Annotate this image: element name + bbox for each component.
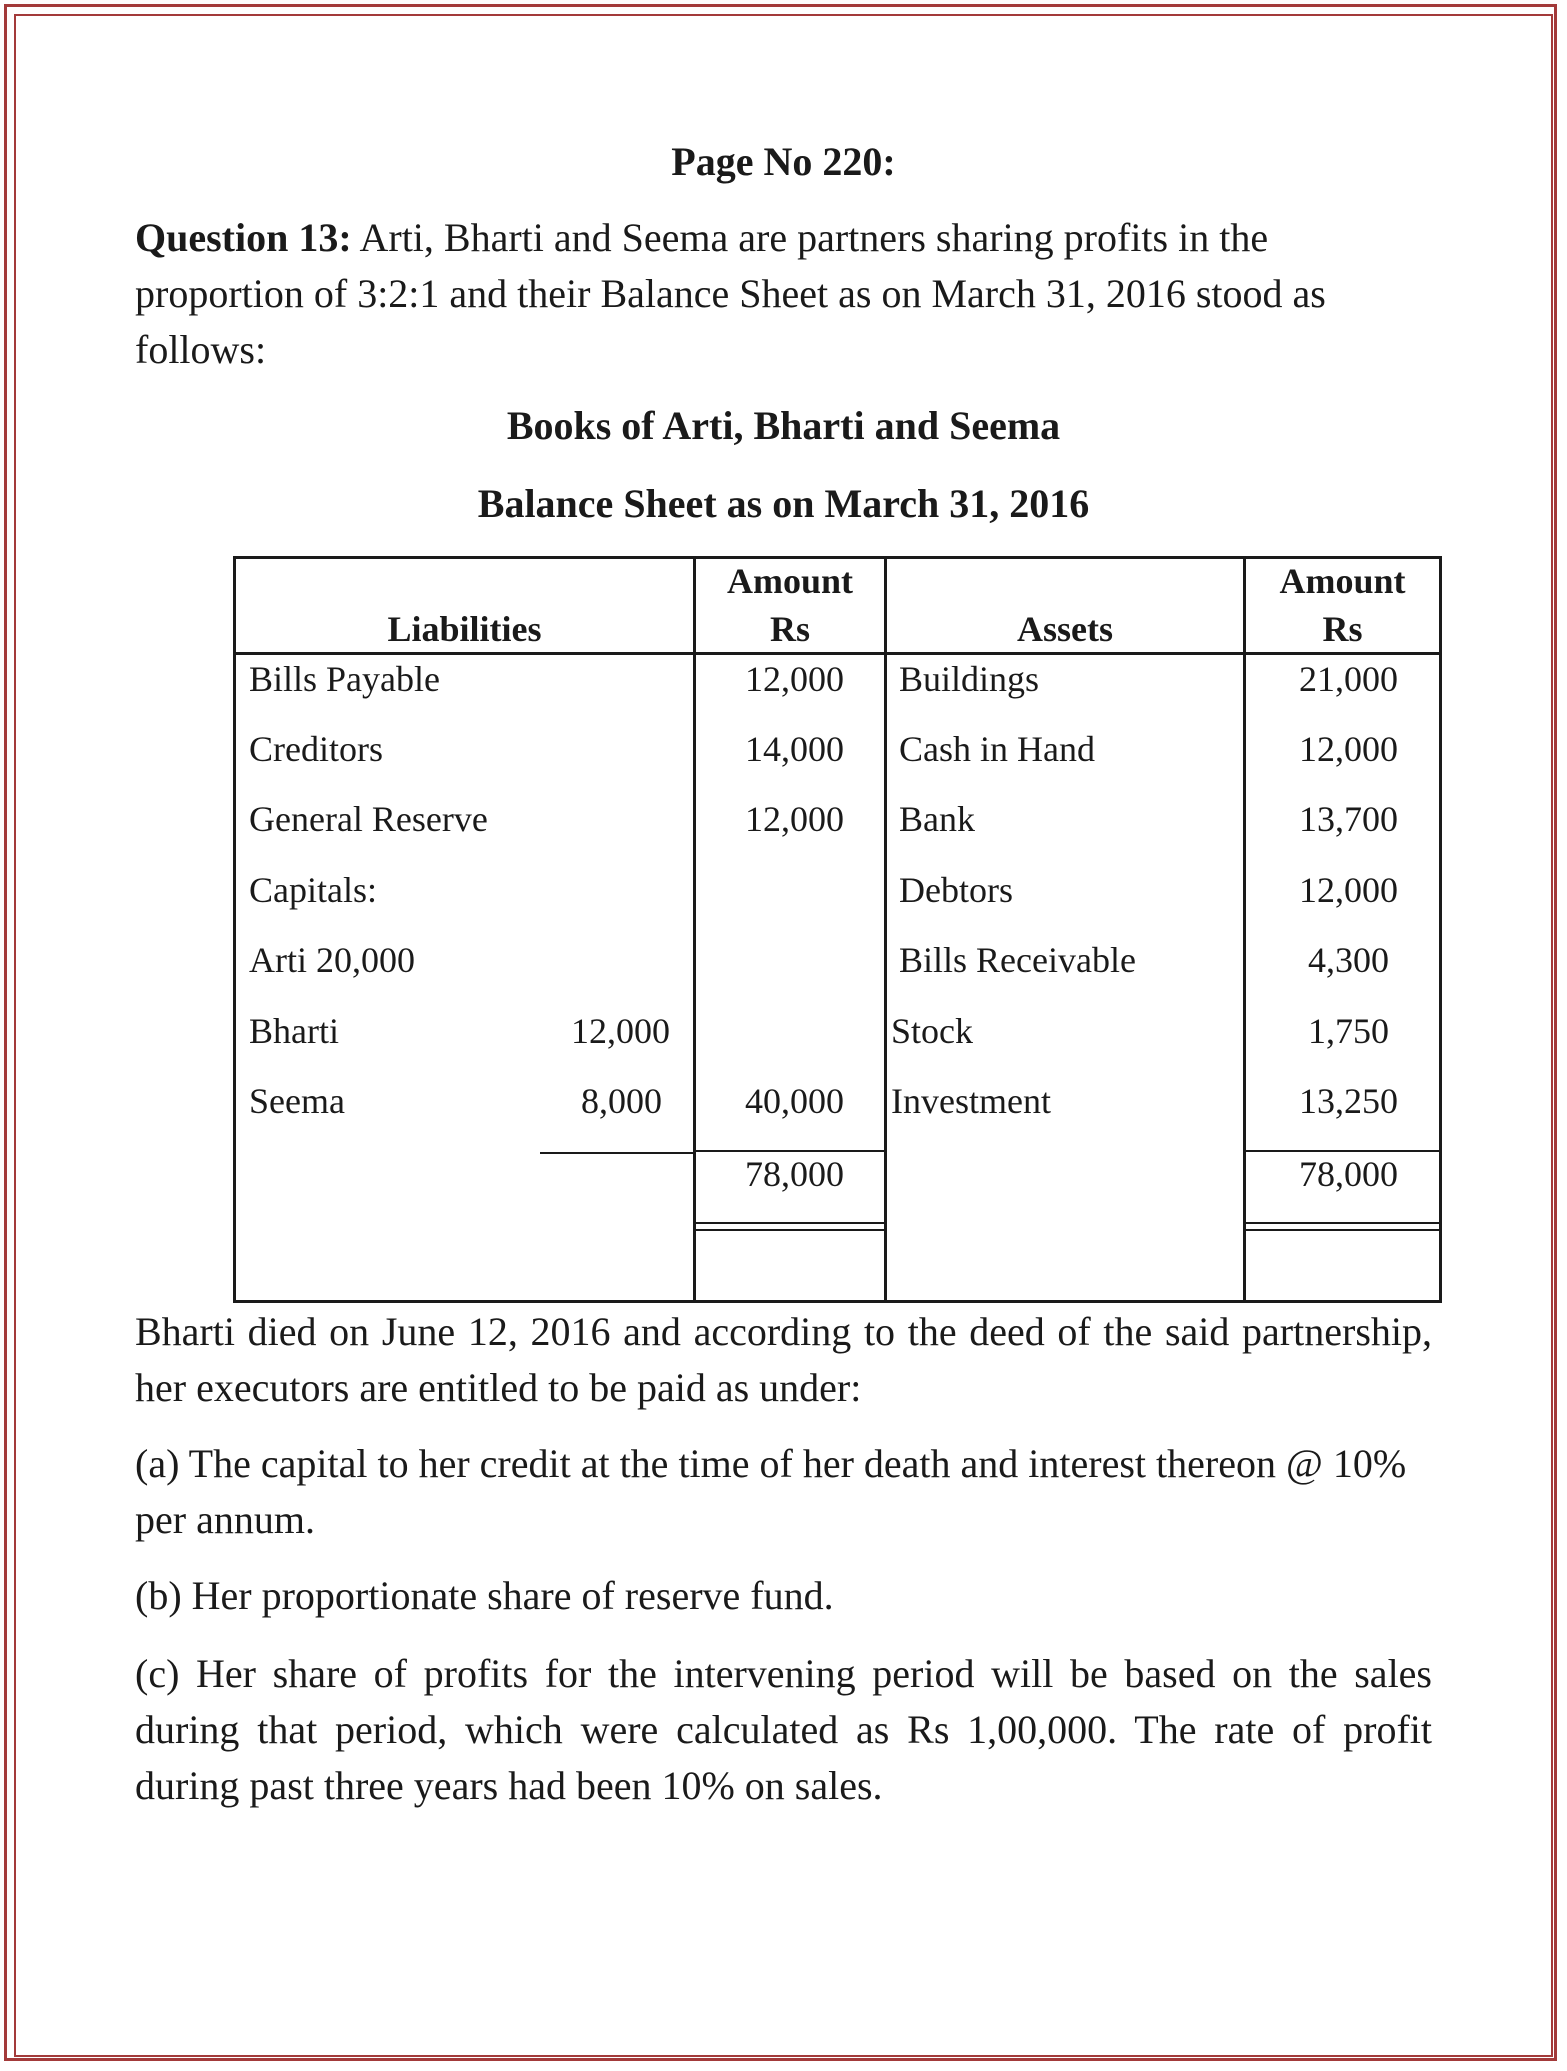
assets-rs-header: Rs	[1322, 609, 1363, 649]
asset-name: Cash in Hand	[899, 729, 1095, 769]
asset-name: Investment	[891, 1081, 1051, 1121]
asset-amount: 13,700	[1299, 799, 1398, 839]
liabilities-total-double-rule-2	[696, 1229, 884, 1231]
item-c: (c) Her share of profits for the intervening period will be based on the sales during that period, which were calculated as Rs 1,00,000. The rate of profit during past three years had been 10% on sales.	[135, 1651, 1432, 1808]
col-divider-1	[693, 556, 696, 1303]
liability-amount: 12,000	[745, 659, 844, 699]
liability-name: Bills Payable	[249, 659, 440, 699]
assets-total-top-rule	[1246, 1150, 1439, 1152]
page-number: Page No 220:	[671, 139, 896, 184]
liability-name: Seema	[249, 1081, 345, 1121]
col-divider-3	[1243, 556, 1246, 1303]
liabilities-rs-header: Rs	[769, 609, 810, 649]
liability-name: Creditors	[249, 729, 383, 769]
balance-sheet-title: Balance Sheet as on March 31, 2016	[477, 481, 1090, 526]
liabilities-total-top-rule	[696, 1150, 884, 1152]
asset-amount: 12,000	[1299, 729, 1398, 769]
books-title: Books of Arti, Bharti and Seema	[506, 403, 1061, 448]
asset-name: Debtors	[899, 870, 1013, 910]
liabilities-header: Liabilities	[387, 609, 542, 649]
col-divider-2	[884, 556, 887, 1303]
assets-header: Assets	[1017, 609, 1113, 649]
asset-name: Stock	[891, 1011, 974, 1051]
death-paragraph: Bharti died on June 12, 2016 and according to the deed of the said partnership, her executors are entitled to be paid as under:	[135, 1309, 1432, 1410]
item-b: (b) Her proportionate share of reserve fund.	[135, 1573, 834, 1618]
asset-name: Buildings	[899, 659, 1040, 699]
liability-amount: 40,000	[745, 1081, 844, 1121]
assets-total-double-rule-1	[1246, 1222, 1439, 1224]
liability-amount: 14,000	[745, 729, 844, 769]
header-rule	[233, 652, 1442, 655]
liability-sub-amount: 12,000	[571, 1011, 670, 1051]
assets-total: 78,000	[1299, 1154, 1398, 1194]
liability-amount: 12,000	[745, 799, 844, 839]
assets-total-double-rule-2	[1246, 1229, 1439, 1231]
item-a: (a) The capital to her credit at the time of her death and interest thereon @ 10% per annum.	[135, 1441, 1407, 1542]
asset-name: Bills Receivable	[899, 940, 1136, 980]
liability-sub-amount: 8,000	[581, 1081, 662, 1121]
question-label: Question 13:	[135, 215, 352, 260]
liability-name: Capitals:	[249, 870, 377, 910]
asset-amount: 4,300	[1308, 940, 1389, 980]
asset-amount: 13,250	[1299, 1081, 1398, 1121]
asset-amount: 12,000	[1299, 870, 1398, 910]
asset-amount: 1,750	[1308, 1011, 1389, 1051]
liabilities-amount-header: Amount	[726, 561, 854, 601]
question-text: Arti, Bharti and Seema are partners sharing profits in the proportion of 3:2:1 and their Balance Sheet as on March 31, 2016 stood as follows:	[135, 215, 1326, 372]
asset-name: Bank	[899, 799, 975, 839]
liability-name: General Reserve	[249, 799, 488, 839]
asset-amount: 21,000	[1299, 659, 1398, 699]
liability-name: Bharti	[249, 1011, 339, 1051]
assets-amount-header: Amount	[1279, 561, 1406, 601]
capital-subtotal-rule	[540, 1152, 693, 1154]
liabilities-total: 78,000	[745, 1154, 844, 1194]
liabilities-total-double-rule-1	[696, 1222, 884, 1224]
question-paragraph	[135, 210, 1432, 378]
liability-name: Arti 20,000	[249, 940, 415, 980]
